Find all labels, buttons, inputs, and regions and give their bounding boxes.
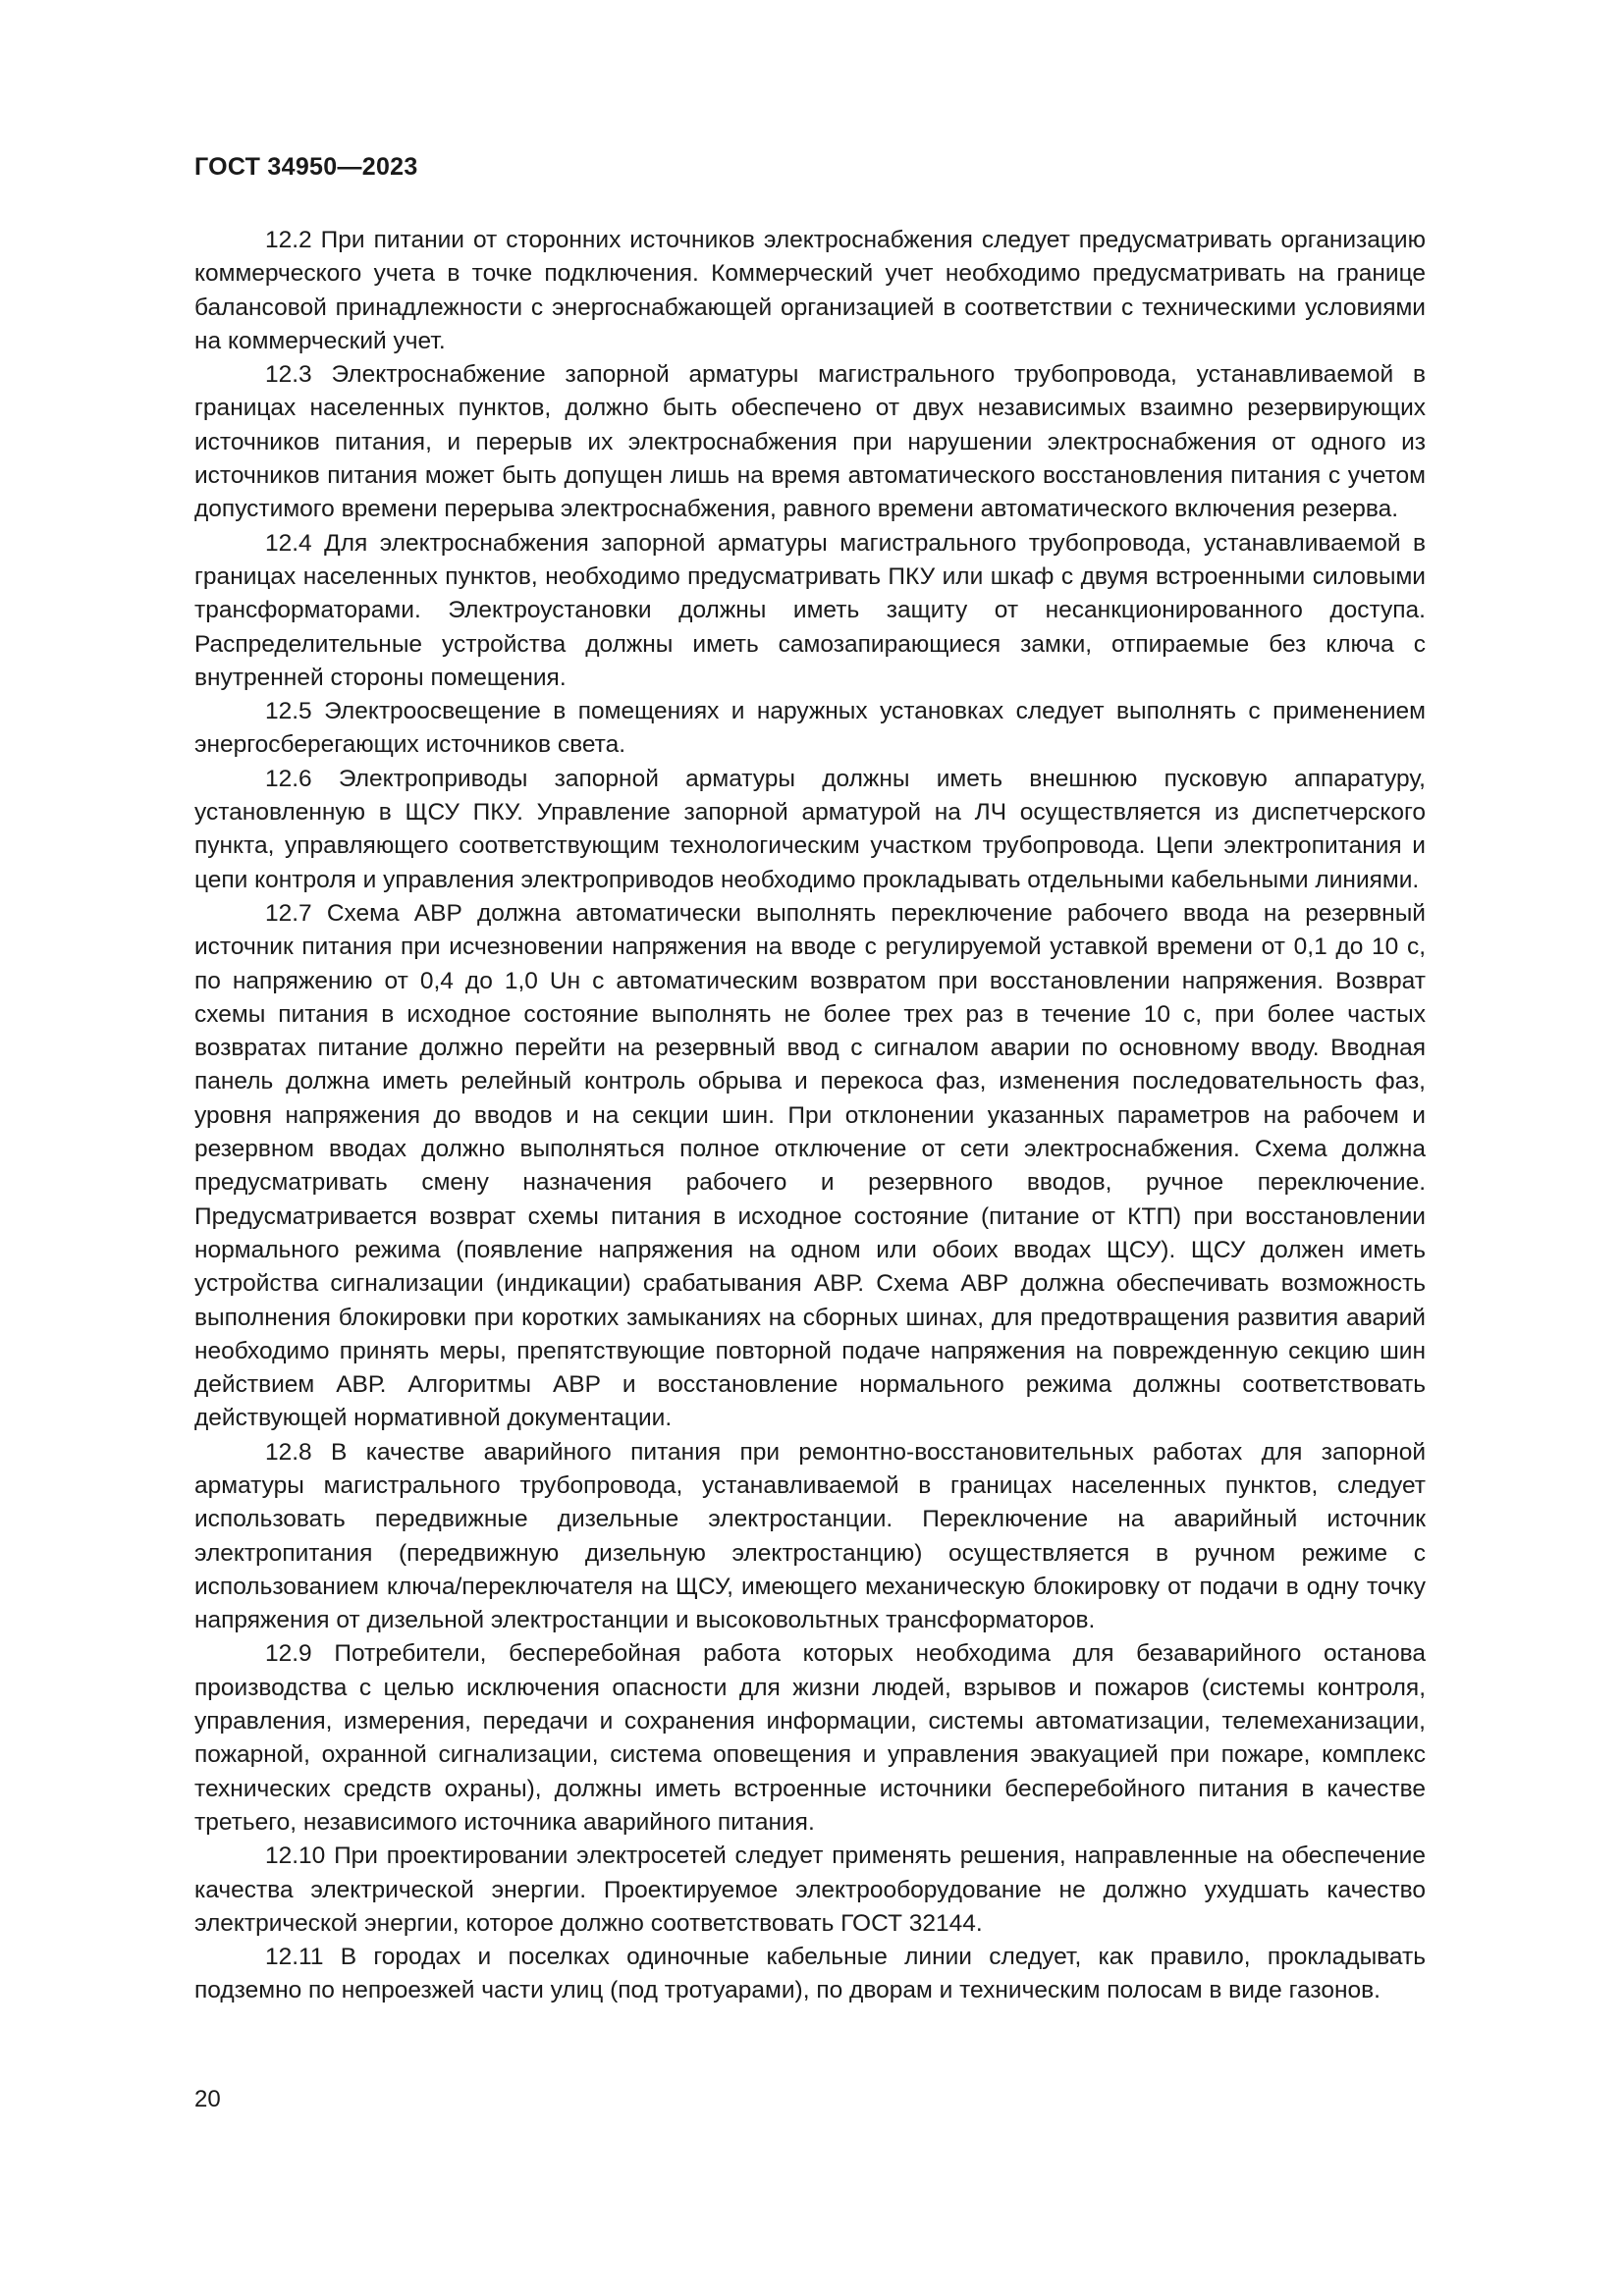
page-number: 20 (194, 2086, 221, 2112)
paragraph-12-4: 12.4 Для электроснабжения запорной арматуры магистрального трубопровода, устанавливаемой в границах населенных пунктов, необходимо предусматривать ПКУ или шкаф с двумя встроенными силовыми трансформаторами. Электроустановки должны иметь защиту от несанкционированного доступа. Распределительные устройства должны иметь самозапирающиеся замки, отпираемые без ключа с внутренней стороны помещения. (194, 529, 1426, 691)
paragraph-12-2: 12.2 При питании от сторонних источников электроснабжения следует предусматривать организацию коммерческого учета в точке подключения. Коммерческий учет необходимо предусматривать на границе балансовой принадлежности с энергоснабжающей организацией в соответствии с техническими условиями на коммерческий учет. (194, 227, 1426, 354)
paragraph-12-8: 12.8 В качестве аварийного питания при ремонтно-восстановительных работах для запорной арматуры магистрального трубопровода, устанавливаемой в границах населенных пунктов, следует использовать передвижные дизельные электростанции. Переключение на аварийный источник электропитания (передвижную дизельную электростанцию) осуществляется в ручном режиме с использованием ключа/переключателя на ЩСУ, имеющего механическую блокировку от подачи в одну точку напряжения от дизельной электростанции и высоковольтных трансформаторов. (194, 1438, 1426, 1634)
document-body (194, 224, 1426, 2008)
paragraph-12-9: 12.9 Потребители, бесперебойная работа которых необходима для безаварийного останова производства с целью исключения опасности для жизни людей, взрывов и пожаров (системы контроля, управления, измерения, передачи и сохранения информации, системы автоматизации, телемеханизации, пожарной, охранной сигнализации, система оповещения и управления эвакуацией при пожаре, комплекс технических средств охраны), должны иметь встроенные источники бесперебойного питания в качестве третьего, независимого источника аварийного питания. (194, 1640, 1426, 1836)
paragraph-12-3: 12.3 Электроснабжение запорной арматуры магистрального трубопровода, устанавливаемой в границах населенных пунктов, должно быть обеспечено от двух независимых взаимно резервирующих источников питания, и перерыв их электроснабжения при нарушении электроснабжения от одного из источников питания может быть допущен лишь на время автоматического восстановления питания с учетом допустимого времени перерыва электроснабжения, равного времени автоматического включения резерва. (194, 361, 1426, 523)
paragraph-12-10: 12.10 При проектировании электросетей следует применять решения, направленные на обеспечение качества электрической энергии. Проектируемое электрооборудование не должно ухудшать качество электрической энергии, которое должно соответствовать ГОСТ 32144. (194, 1842, 1426, 1937)
standard-header: ГОСТ 34950—2023 (194, 153, 418, 181)
paragraph-12-7: 12.7 Схема АВР должна автоматически выполнять переключение рабочего ввода на резервный источник питания при исчезновении напряжения на вводе с регулируемой уставкой времени от 0,1 до 10 с, по напряжению от 0,4 до 1,0 Uн с автоматическим возвратом при восстановлении напряжения. Возврат схемы питания в исходное состояние выполнять не более трех раз в течение 10 с, при более частых возвратах питание должно перейти на резервный ввод с сигналом аварии по основному вводу. Вводная панель должна иметь релейный контроль обрыва и перекоса фаз, изменения последовательность фаз, уровня напряжения до вводов и на секции шин. При отклонении указанных параметров на рабочем и резервном вводах должно выполняться полное отключение от сети электроснабжения. Схема должна предусматривать смену назначения рабочего и резервного вводов, ручное переключение. Предусматривается возврат схемы питания в исходное состояние (питание от КТП) при восстановлении нормального режима (появление напряжения на одном или обоих вводах ЩСУ). ЩСУ должен иметь устройства сигнализации (индикации) срабатывания АВР. Схема АВР должна обеспечивать возможность выполнения блокировки при коротких замыканиях на сборных шинах, для предотвращения развития аварий необходимо принять меры, препятствующие повторной подаче напряжения на поврежденную секцию шин действием АВР. Алгоритмы АВР и восстановление нормального режима должны соответствовать действующей нормативной документации. (194, 899, 1426, 1432)
paragraph-12-5: 12.5 Электроосвещение в помещениях и наружных установках следует выполнять с применением энергосберегающих источников света. (194, 698, 1426, 759)
paragraph-12-6: 12.6 Электроприводы запорной арматуры должны иметь внешнюю пусковую аппаратуру, установленную в ЩСУ ПКУ. Управление запорной арматурой на ЛЧ осуществляется из диспетчерского пункта, управляющего соответствующим технологическим участком трубопровода. Цепи электропитания и цепи контроля и управления электроприводов необходимо прокладывать отдельными кабельными линиями. (194, 765, 1426, 893)
paragraph-12-11: 12.11 В городах и поселках одиночные кабельные линии следует, как правило, прокладывать подземно по непроезжей части улиц (под тротуарами), по дворам и техническим полосам в виде газонов. (194, 1944, 1426, 2004)
